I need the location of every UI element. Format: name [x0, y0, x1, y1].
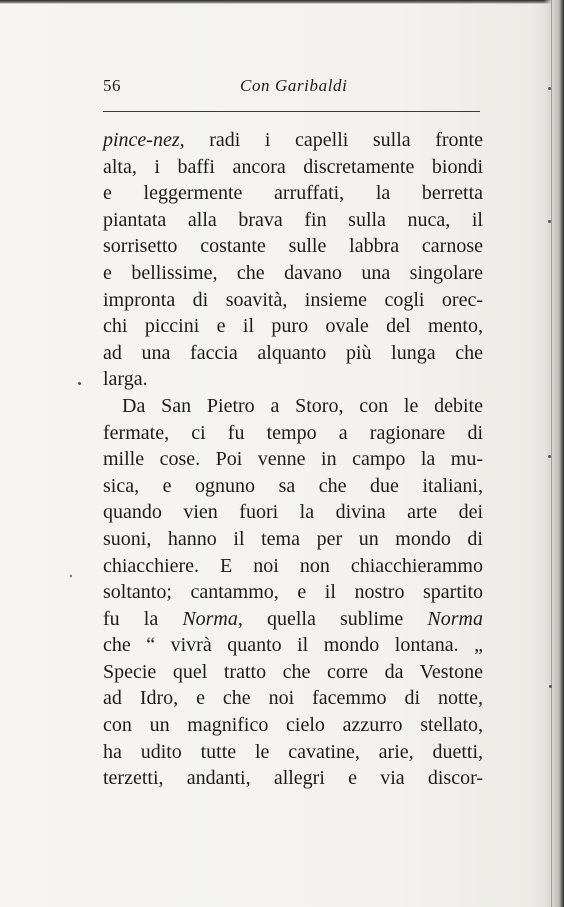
text-line: ad una faccia alquanto più lunga che	[103, 341, 483, 364]
paper-speck	[548, 87, 551, 90]
text-line: ha udito tutte le cavatine, arie, duetti,	[103, 740, 483, 763]
text-line: chi piccini e il puro ovale del mento,	[103, 315, 483, 338]
paper-speck	[78, 382, 81, 385]
running-title: Con Garibaldi	[240, 76, 348, 95]
page-binding-edge	[544, 0, 564, 907]
text-line: e bellissime, che davano una singolare	[103, 261, 483, 284]
text-line: alta, i baffi ancora discretamente biondi	[103, 155, 483, 178]
text-line	[103, 606, 483, 633]
text-line: Specie quel tratto che corre da Vestone	[103, 660, 483, 683]
text-span: quella sublime	[242, 607, 428, 630]
text-line: e leggermente arruffati, la berretta	[103, 182, 483, 205]
paper-speck	[548, 455, 551, 458]
text-span: radi i capelli sulla fronte	[184, 129, 483, 151]
text-line: piantata alla brava fin sulla nuca, il	[103, 208, 483, 231]
text-line-paragraph-start: Da San Pietro a Storo, con le debite	[122, 394, 483, 417]
text-line: ad Idro, e che noi facemmo di notte,	[103, 687, 483, 710]
paper-speck	[70, 575, 72, 577]
header-rule	[103, 111, 480, 112]
text-line: sica, e ognuno sa che due italiani,	[103, 474, 483, 497]
text-line: con un magnifico cielo azzurro stellato,	[103, 714, 483, 737]
text-line: larga.	[103, 368, 148, 391]
text-span: fu la	[103, 607, 183, 630]
text-italic: Norma,	[182, 607, 243, 630]
page-top-edge	[0, 0, 564, 4]
text-line: che “ vivrà quanto il mondo lontana. „	[103, 634, 483, 657]
text-line	[103, 127, 483, 154]
page-number: 56	[103, 76, 121, 95]
running-head	[103, 74, 483, 102]
body-text	[103, 127, 483, 792]
paper-speck	[548, 220, 551, 223]
text-line: fermate, ci fu tempo a ragionare di	[103, 421, 483, 444]
text-italic: Norma	[427, 607, 483, 630]
page-fold-line	[551, 0, 552, 907]
text-line: chiacchiere. E noi non chiacchierammo	[103, 554, 483, 577]
text-line: terzetti, andanti, allegri e via discor-	[103, 767, 483, 790]
paper-speck	[549, 685, 552, 688]
text-line: soltanto; cantammo, e il nostro spartito	[103, 581, 483, 604]
text-line: quando vien fuori la divina arte dei	[103, 501, 483, 524]
text-line: mille cose. Poi venne in campo la mu-	[103, 448, 483, 471]
text-italic: pince-nez,	[103, 129, 185, 151]
text-line: sorrisetto costante sulle labbra carnose	[103, 235, 483, 258]
text-line: suoni, hanno il tema per un mondo di	[103, 527, 483, 550]
text-line: impronta di soavità, insieme cogli orec-	[103, 288, 483, 311]
